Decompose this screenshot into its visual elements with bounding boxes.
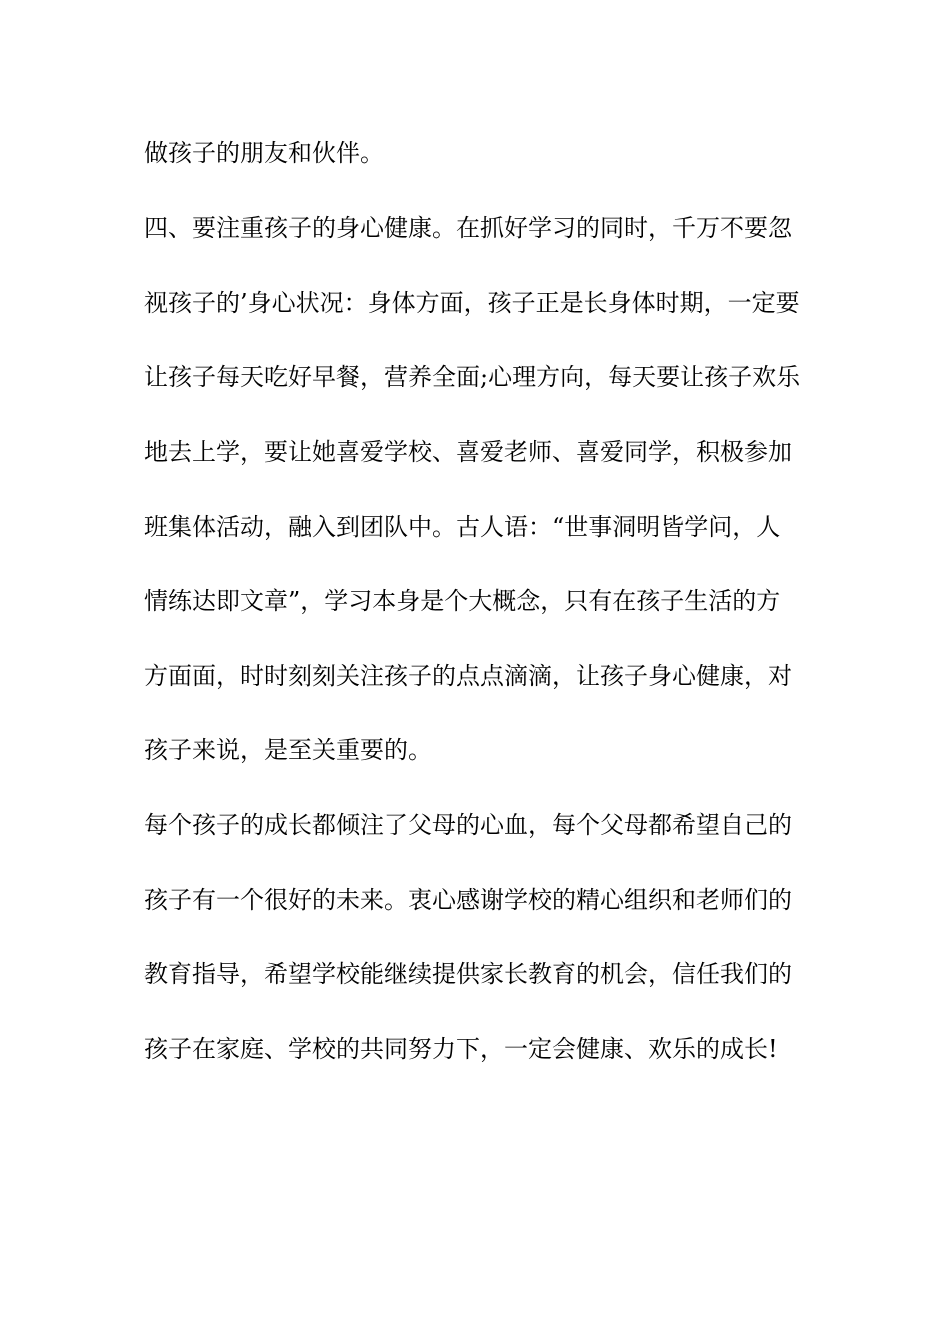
text-line: 教育指导，希望学校能继续提供家长教育的机会，信任我们的 [144,960,792,988]
text-line: 地去上学，要让她喜爱学校、喜爱老师、喜爱同学，积极参加 [144,438,792,466]
text-line: 每个孩子的成长都倾注了父母的心血，每个父母都希望自己的 [144,811,792,839]
text-line: 方面面，时时刻刻关注孩子的点点滴滴，让孩子身心健康，对 [144,662,792,690]
text-line: 视孩子的’身心状况：身体方面，孩子正是长身体时期，一定要 [144,289,800,317]
text-line: 孩子在家庭、学校的共同努力下，一定会健康、欢乐的成长! [144,1035,778,1063]
text-line: 四、要注重孩子的身心健康。在抓好学习的同时，千万不要忽 [144,214,792,242]
text-line: 班集体活动，融入到团队中。古人语：“世事洞明皆学问，人 [144,513,781,541]
text-line: 孩子有一个很好的未来。衷心感谢学校的精心组织和老师们的 [144,886,792,914]
text-line: 孩子来说，是至关重要的。 [144,736,432,764]
text-line: 情练达即文章”，学习本身是个大概念，只有在孩子生活的方 [144,587,781,615]
text-line: 做孩子的朋友和伙伴。 [144,139,384,167]
text-line: 让孩子每天吃好早餐，营养全面;心理方向，每天要让孩子欢乐 [144,363,801,391]
